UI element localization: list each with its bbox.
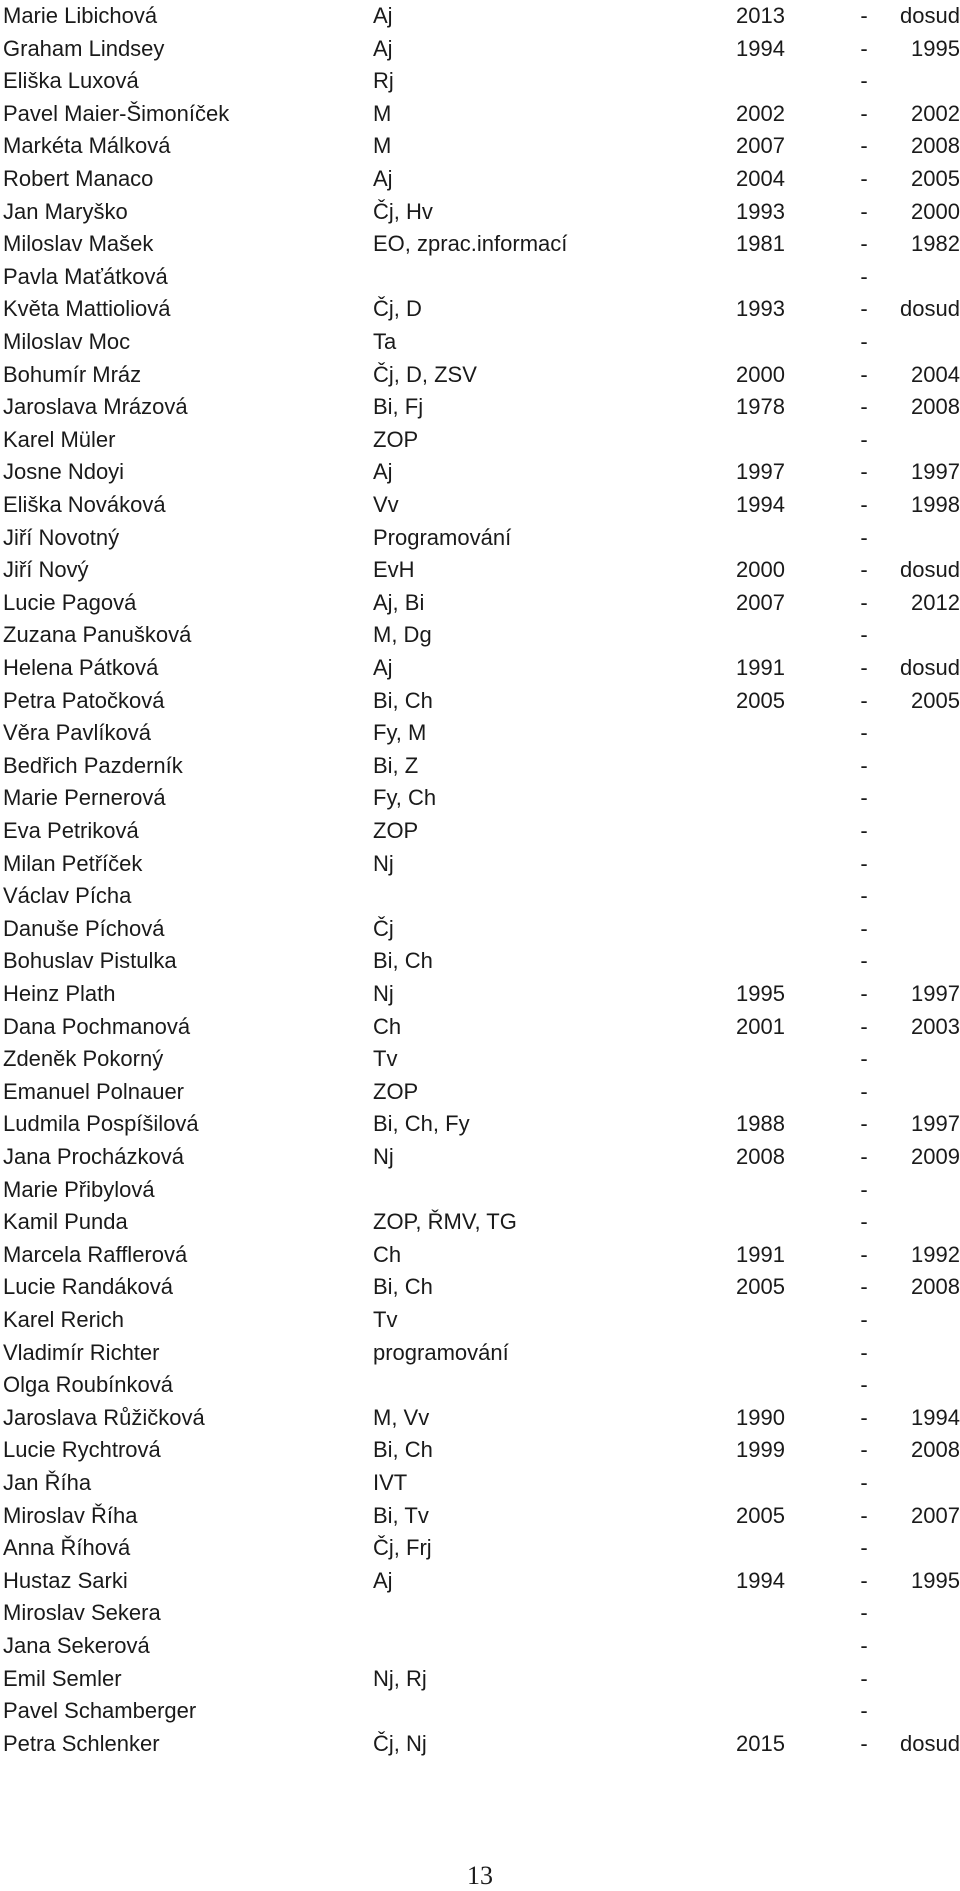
range-dash: - [860, 100, 868, 126]
table-row [0, 1174, 960, 1206]
staff-name: Bohumír Mráz [3, 361, 142, 387]
range-dash: - [860, 1730, 868, 1756]
staff-name: Dana Pochmanová [3, 1013, 191, 1039]
range-dash: - [860, 1241, 868, 1267]
subjects: Bi, Tv [373, 1502, 429, 1528]
year-from: 1988 [736, 1111, 785, 1137]
staff-name: Miloslav Mašek [3, 231, 154, 257]
range-dash: - [860, 263, 868, 289]
table-row [0, 65, 960, 97]
subjects: M [373, 133, 392, 159]
range-dash: - [860, 1698, 868, 1724]
table-row [0, 717, 960, 749]
table-row [0, 913, 960, 945]
staff-name: Pavel Schamberger [3, 1698, 197, 1724]
staff-name: Jaroslava Růžičková [3, 1404, 205, 1430]
year-from: 2005 [736, 1502, 785, 1528]
table-row [0, 98, 960, 130]
staff-name: Miroslav Říha [3, 1502, 138, 1528]
range-dash: - [860, 1437, 868, 1463]
subjects: ZOP [373, 818, 419, 843]
range-dash: - [860, 1470, 868, 1495]
subjects: Ch [373, 1241, 402, 1267]
staff-name: Emanuel Polnauer [3, 1078, 185, 1104]
subjects: Nj [373, 981, 394, 1006]
year-to: dosud [900, 655, 960, 680]
year-to: 2003 [911, 1013, 960, 1039]
table-row [0, 228, 960, 260]
staff-name: Jiří Novotný [3, 524, 120, 550]
subjects: IVT [373, 1470, 408, 1495]
table-row [0, 1467, 960, 1499]
table-row [0, 1500, 960, 1532]
range-dash: - [860, 1502, 868, 1528]
subjects: Nj [373, 850, 394, 876]
subjects: M, Vv [373, 1404, 430, 1430]
year-to: 2004 [911, 361, 960, 387]
table-row [0, 1337, 960, 1369]
range-dash: - [860, 68, 868, 94]
range-dash: - [860, 752, 868, 778]
year-from: 2013 [736, 3, 785, 28]
year-to: 1997 [911, 459, 960, 485]
table-row [0, 554, 960, 586]
range-dash: - [860, 981, 868, 1006]
table-row [0, 489, 960, 521]
table-row [0, 1532, 960, 1564]
subjects: Aj [373, 166, 393, 191]
year-from: 2000 [736, 361, 785, 387]
subjects: Čj, D, ZSV [373, 361, 477, 387]
table-row [0, 848, 960, 880]
staff-name: Zdeněk Pokorný [3, 1046, 164, 1072]
staff-name: Pavel Maier-Šimoníček [3, 100, 230, 126]
year-from: 2005 [736, 687, 785, 713]
year-to: 2005 [911, 687, 960, 713]
range-dash: - [860, 1404, 868, 1430]
staff-name: Jaroslava Mrázová [3, 394, 188, 420]
table-row [0, 359, 960, 391]
range-dash: - [860, 35, 868, 61]
subjects: programování [373, 1339, 509, 1365]
year-to: 1995 [911, 35, 960, 61]
staff-name: Emil Semler [3, 1665, 122, 1691]
subjects: EvH [373, 557, 415, 583]
table-row [0, 1597, 960, 1629]
table-row [0, 33, 960, 65]
year-from: 1993 [736, 198, 785, 224]
table-row [0, 1304, 960, 1336]
staff-name: Lucie Randáková [3, 1274, 174, 1300]
year-to: 2008 [911, 394, 960, 420]
year-to: 2009 [911, 1144, 960, 1169]
table-row [0, 163, 960, 195]
year-from: 1993 [736, 296, 785, 322]
year-to: 1992 [911, 1241, 960, 1267]
range-dash: - [860, 459, 868, 485]
year-from: 1995 [736, 981, 785, 1006]
table-row [0, 1728, 960, 1760]
table-row [0, 978, 960, 1010]
subjects: Fy, M [373, 720, 427, 746]
table-row [0, 1271, 960, 1303]
table-row [0, 587, 960, 619]
year-from: 1994 [736, 1567, 785, 1593]
staff-name: Zuzana Panušková [3, 622, 192, 648]
table-row [0, 1206, 960, 1238]
year-from: 2002 [736, 100, 785, 126]
year-to: 2000 [911, 198, 960, 224]
year-to: 2008 [911, 1437, 960, 1463]
subjects: Bi, Z [373, 752, 419, 778]
range-dash: - [860, 1600, 868, 1626]
subjects: Bi, Ch, Fy [373, 1111, 470, 1137]
subjects: Aj [373, 1567, 393, 1593]
table-row [0, 1663, 960, 1695]
subjects: ZOP, ŘMV, TG [373, 1209, 517, 1235]
table-row [0, 261, 960, 293]
range-dash: - [860, 198, 868, 224]
range-dash: - [860, 589, 868, 615]
staff-name: Květa Mattioliová [3, 296, 171, 322]
staff-name: Marie Libichová [3, 3, 158, 28]
staff-name: Vladimír Richter [3, 1339, 160, 1365]
range-dash: - [860, 329, 868, 354]
staff-name: Kamil Punda [3, 1209, 128, 1235]
year-to: 2002 [911, 100, 960, 126]
subjects: Nj, Rj [373, 1665, 427, 1691]
year-from: 2000 [736, 557, 785, 583]
range-dash: - [860, 231, 868, 257]
table-row [0, 196, 960, 228]
range-dash: - [860, 1209, 868, 1235]
table-row [0, 1108, 960, 1140]
year-to: 2007 [911, 1502, 960, 1528]
year-to: 1995 [911, 1567, 960, 1593]
range-dash: - [860, 296, 868, 322]
table-row [0, 522, 960, 554]
range-dash: - [860, 1274, 868, 1300]
subjects: Bi, Ch [373, 1437, 433, 1463]
year-from: 1991 [736, 1241, 785, 1267]
range-dash: - [860, 948, 868, 974]
staff-name: Petra Schlenker [3, 1730, 160, 1756]
table-row [0, 1239, 960, 1271]
page-number: 13 [467, 1861, 493, 1890]
table-row [0, 1076, 960, 1108]
staff-name: Hustaz Sarki [3, 1567, 128, 1593]
subjects: Tv [373, 1046, 398, 1072]
staff-name: Danuše Píchová [3, 915, 165, 941]
year-to: dosud [900, 1730, 960, 1756]
year-from: 2004 [736, 166, 785, 191]
range-dash: - [860, 818, 868, 843]
range-dash: - [860, 622, 868, 648]
staff-name: Milan Petříček [3, 850, 143, 876]
staff-name: Miloslav Moc [3, 329, 131, 354]
staff-name: Ludmila Pospíšilová [3, 1111, 199, 1137]
year-to: 1982 [911, 231, 960, 257]
subjects: M, Dg [373, 622, 432, 648]
range-dash: - [860, 1144, 868, 1169]
year-to: dosud [900, 557, 960, 583]
table-row [0, 391, 960, 423]
year-from: 1978 [736, 394, 785, 420]
staff-name: Lucie Rychtrová [3, 1437, 161, 1463]
staff-name: Anna Říhová [3, 1535, 131, 1561]
staff-name: Eliška Luxová [3, 68, 139, 94]
year-to: 2005 [911, 166, 960, 191]
staff-name: Josne Ndoyi [3, 459, 125, 485]
subjects: Aj [373, 3, 393, 28]
range-dash: - [860, 785, 868, 811]
range-dash: - [860, 557, 868, 583]
year-from: 2007 [736, 589, 785, 615]
year-from: 2001 [736, 1013, 785, 1039]
subjects: Nj [373, 1144, 394, 1169]
table-row [0, 1369, 960, 1401]
year-to: dosud [900, 3, 960, 28]
staff-name: Marcela Rafflerová [3, 1241, 188, 1267]
staff-name: Eliška Nováková [3, 492, 166, 517]
range-dash: - [860, 394, 868, 420]
table-row [0, 0, 960, 32]
table-row [0, 1695, 960, 1727]
table-row [0, 685, 960, 717]
year-to: 1997 [911, 1111, 960, 1137]
table-row [0, 456, 960, 488]
range-dash: - [860, 524, 868, 550]
year-from: 2005 [736, 1274, 785, 1300]
staff-name: Marie Přibylová [3, 1176, 155, 1202]
staff-name: Karel Rerich [3, 1307, 125, 1332]
staff-name: Jiří Nový [3, 557, 89, 583]
range-dash: - [860, 1633, 868, 1658]
range-dash: - [860, 133, 868, 159]
staff-name: Heinz Plath [3, 981, 116, 1006]
range-dash: - [860, 1013, 868, 1039]
subjects: Čj, Frj [373, 1535, 432, 1561]
subjects: Ta [373, 329, 397, 354]
range-dash: - [860, 166, 868, 191]
staff-name: Karel Müler [3, 426, 116, 452]
subjects: ZOP [373, 1078, 419, 1104]
staff-name: Jan Říha [3, 1470, 92, 1495]
subjects: Čj, Nj [373, 1730, 427, 1756]
year-to: 1997 [911, 981, 960, 1006]
staff-name: Helena Pátková [3, 655, 159, 680]
range-dash: - [860, 1111, 868, 1137]
subjects: Vv [373, 492, 399, 517]
subjects: Programování [373, 524, 512, 550]
table-row [0, 945, 960, 977]
year-to: 2012 [911, 589, 960, 615]
range-dash: - [860, 1567, 868, 1593]
table-row [0, 424, 960, 456]
range-dash: - [860, 1046, 868, 1072]
subjects: EO, zprac.informací [373, 231, 568, 257]
range-dash: - [860, 426, 868, 452]
year-to: 1994 [911, 1404, 960, 1430]
subjects: Rj [373, 68, 394, 94]
table-row [0, 1402, 960, 1434]
year-from: 2008 [736, 1144, 785, 1169]
range-dash: - [860, 3, 868, 28]
subjects: Čj, Hv [373, 198, 433, 224]
staff-name: Graham Lindsey [3, 35, 165, 61]
range-dash: - [860, 1307, 868, 1332]
year-from: 1994 [736, 35, 785, 61]
range-dash: - [860, 915, 868, 941]
subjects: Čj, D [373, 296, 422, 322]
table-row [0, 1141, 960, 1173]
range-dash: - [860, 720, 868, 746]
staff-name: Petra Patočková [3, 687, 165, 713]
range-dash: - [860, 492, 868, 517]
range-dash: - [860, 1078, 868, 1104]
year-to: 1998 [911, 492, 960, 517]
staff-name: Bohuslav Pistulka [3, 948, 177, 974]
staff-name: Markéta Málková [3, 133, 171, 159]
staff-name: Marie Pernerová [3, 785, 166, 811]
subjects: Ch [373, 1013, 402, 1039]
subjects: Bi, Fj [373, 394, 424, 420]
year-from: 1991 [736, 655, 785, 680]
staff-name: Jana Sekerová [3, 1633, 150, 1658]
table-row [0, 750, 960, 782]
table-row [0, 1043, 960, 1075]
subjects: Bi, Ch [373, 1274, 433, 1300]
subjects: Fy, Ch [373, 785, 437, 811]
subjects: Bi, Ch [373, 687, 433, 713]
table-row [0, 1011, 960, 1043]
range-dash: - [860, 1535, 868, 1561]
subjects: Aj [373, 35, 393, 61]
year-from: 2015 [736, 1730, 785, 1756]
subjects: Aj [373, 655, 393, 680]
subjects: M [373, 100, 392, 126]
staff-name: Věra Pavlíková [3, 720, 151, 746]
year-to: 2008 [911, 1274, 960, 1300]
year-from: 1994 [736, 492, 785, 517]
subjects: Čj [373, 915, 394, 941]
range-dash: - [860, 1176, 868, 1202]
table-row [0, 815, 960, 847]
range-dash: - [860, 361, 868, 387]
year-from: 1999 [736, 1437, 785, 1463]
table-row [0, 130, 960, 162]
range-dash: - [860, 1372, 868, 1398]
subjects: Aj [373, 459, 393, 485]
staff-name: Miroslav Sekera [3, 1600, 161, 1626]
table-row [0, 652, 960, 684]
staff-name: Eva Petriková [3, 818, 139, 843]
year-from: 1981 [736, 231, 785, 257]
table-row [0, 782, 960, 814]
subjects: ZOP [373, 426, 419, 452]
table-row [0, 619, 960, 651]
subjects: Tv [373, 1307, 398, 1332]
table-row [0, 326, 960, 358]
table-row [0, 1434, 960, 1466]
year-from: 1997 [736, 459, 785, 485]
year-to: dosud [900, 296, 960, 322]
table-row [0, 293, 960, 325]
range-dash: - [860, 1665, 868, 1691]
subjects: Bi, Ch [373, 948, 433, 974]
year-to: 2008 [911, 133, 960, 159]
range-dash: - [860, 655, 868, 680]
staff-name: Lucie Pagová [3, 589, 137, 615]
table-row [0, 1630, 960, 1662]
staff-name: Jan Maryško [3, 198, 128, 224]
range-dash: - [860, 1339, 868, 1365]
subjects: Aj, Bi [373, 589, 425, 615]
staff-name: Václav Pícha [3, 883, 132, 909]
staff-name: Jana Procházková [3, 1144, 184, 1169]
range-dash: - [860, 883, 868, 909]
year-from: 1990 [736, 1404, 785, 1430]
range-dash: - [860, 687, 868, 713]
staff-name: Olga Roubínková [3, 1372, 173, 1398]
staff-name: Bedřich Pazderník [3, 752, 183, 778]
range-dash: - [860, 850, 868, 876]
staff-name: Robert Manaco [3, 166, 154, 191]
year-from: 2007 [736, 133, 785, 159]
staff-name: Pavla Maťátková [3, 263, 168, 289]
table-row [0, 1565, 960, 1597]
table-row [0, 880, 960, 912]
